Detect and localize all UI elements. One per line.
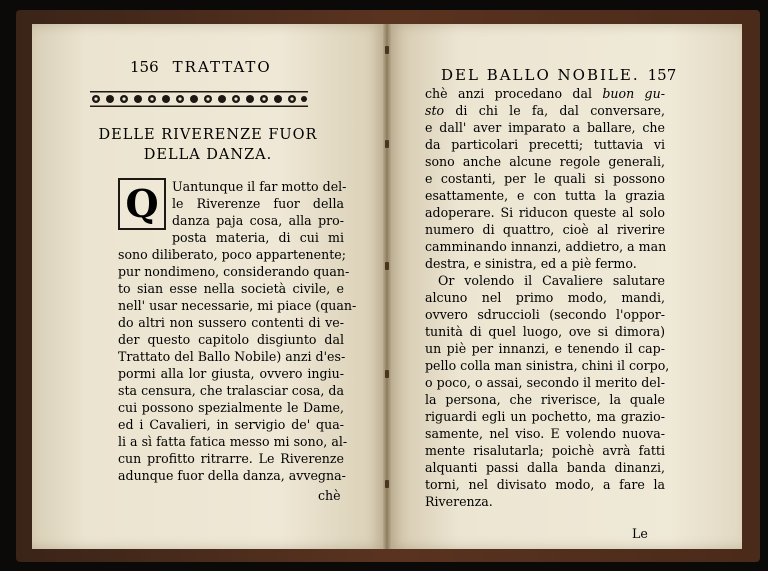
text-line: tunità di quel luogo, ove si dimora) — [425, 324, 665, 339]
text-line: pur nondimeno, considerando quan- — [118, 264, 350, 279]
text-line: le Riverenze fuor della — [172, 196, 344, 211]
right-page-number: 157 — [647, 66, 677, 84]
binding-stitch — [385, 480, 389, 488]
text-run: di chi le fa, dal conversare, — [455, 103, 665, 118]
text-line: der questo capitolo disgiunto dal — [118, 332, 344, 347]
text-line: torni, nel divisato modo, a fare la — [425, 477, 665, 492]
text-run: chè anzi procedano dal — [425, 86, 592, 101]
text-line: pello colla man sinistra, chini il corpo, — [425, 358, 670, 373]
text-line: sono diliberato, poco appartenente; — [118, 247, 346, 262]
text-line: Riverenza. — [425, 494, 493, 509]
text-line: sono anche alcune regole generali, — [425, 154, 665, 169]
text-line: e costanti, per le quali si possono — [425, 171, 665, 186]
text-line: alcuno nel primo modo, mandi, — [425, 290, 665, 305]
text-line: riguardi egli un pochetto, ma grazio- — [425, 409, 665, 424]
text-line — [425, 88, 665, 101]
text-line: adunque fuor della danza, avvegna- — [118, 468, 346, 483]
right-running-title: DEL BALLO NOBILE. — [441, 66, 640, 84]
drop-cap: Q — [118, 178, 166, 230]
text-line: sta censura, che tralasciar cosa, da — [118, 383, 344, 398]
text-line: ovvero sdruccioli (secondo l'oppor- — [425, 307, 665, 322]
text-line: numero di quattro, cioè al riverire — [425, 222, 665, 237]
text-line: danza paja cosa, alla pro- — [172, 213, 344, 228]
left-running-head — [130, 58, 272, 76]
text-line: Or volendo il Cavaliere salutare — [438, 273, 665, 288]
text-line: camminando innanzi, addietro, a man — [425, 239, 667, 254]
text-line: esattamente, e con tutta la grazia — [425, 188, 665, 203]
text-line: destra, e sinistra, ed a piè fermo. — [425, 256, 637, 271]
text-line: Trattato del Ballo Nobile) anzi d'es- — [118, 349, 346, 364]
text-line: pormi alla lor giusta, ovvero ingiu- — [118, 366, 344, 381]
text-line: da particolari precetti; tuttavia vi — [425, 137, 665, 152]
ornament-band-icon — [90, 91, 308, 107]
catchword: chè — [318, 488, 341, 503]
text-line: alquanti passi dalla banda dinanzi, — [425, 460, 665, 475]
text-line: mente risalutarla; poichè avrà fatti — [425, 443, 665, 458]
binding-stitch — [385, 262, 389, 270]
catchword: Le — [632, 526, 648, 541]
italic-text: sto — [425, 103, 445, 118]
chapter-title-line: DELLA DANZA. — [143, 147, 273, 163]
binding-stitch — [385, 370, 389, 378]
left-running-title: TRATTATO — [172, 58, 272, 76]
text-line: Uantunque il far motto del- — [172, 179, 347, 194]
text-line: nell' usar necessarie, mi piace (quan- — [118, 298, 357, 313]
text-line: o poco, o assai, secondo il merito del- — [425, 375, 665, 390]
chapter-title-line: DELLE RIVERENZE FUOR — [98, 127, 318, 143]
italic-text: buon gu- — [602, 86, 665, 101]
text-line: la persona, che riverisce, la quale — [425, 392, 665, 407]
text-line: ed i Cavalieri, in servigio de' qua- — [118, 417, 344, 432]
binding-stitch — [385, 46, 389, 54]
text-line: do altri non sussero contenti di ve- — [118, 315, 344, 330]
left-page-number: 156 — [130, 58, 159, 76]
text-line: posta materia, di cui mi — [172, 230, 344, 245]
text-line: li a sì fatta fatica messo mi sono, al- — [118, 434, 348, 449]
text-line: e dall' aver imparato a ballare, che — [425, 120, 665, 135]
text-line: cui possono spezialmente le Dame, — [118, 400, 344, 415]
binding-stitch — [385, 140, 389, 148]
text-line: adoperare. Si riducon queste al solo — [425, 205, 665, 220]
text-line: cun profitto ritrarre. Le Riverenze — [118, 451, 344, 466]
book-gutter — [383, 24, 391, 549]
text-line — [425, 105, 665, 118]
text-line: un piè per innanzi, e tenendo il cap- — [425, 341, 665, 356]
text-line: to sian esse nella società civile, e — [118, 281, 344, 296]
right-running-head — [441, 66, 676, 84]
text-line: samente, nel viso. E volendo nuova- — [425, 426, 665, 441]
